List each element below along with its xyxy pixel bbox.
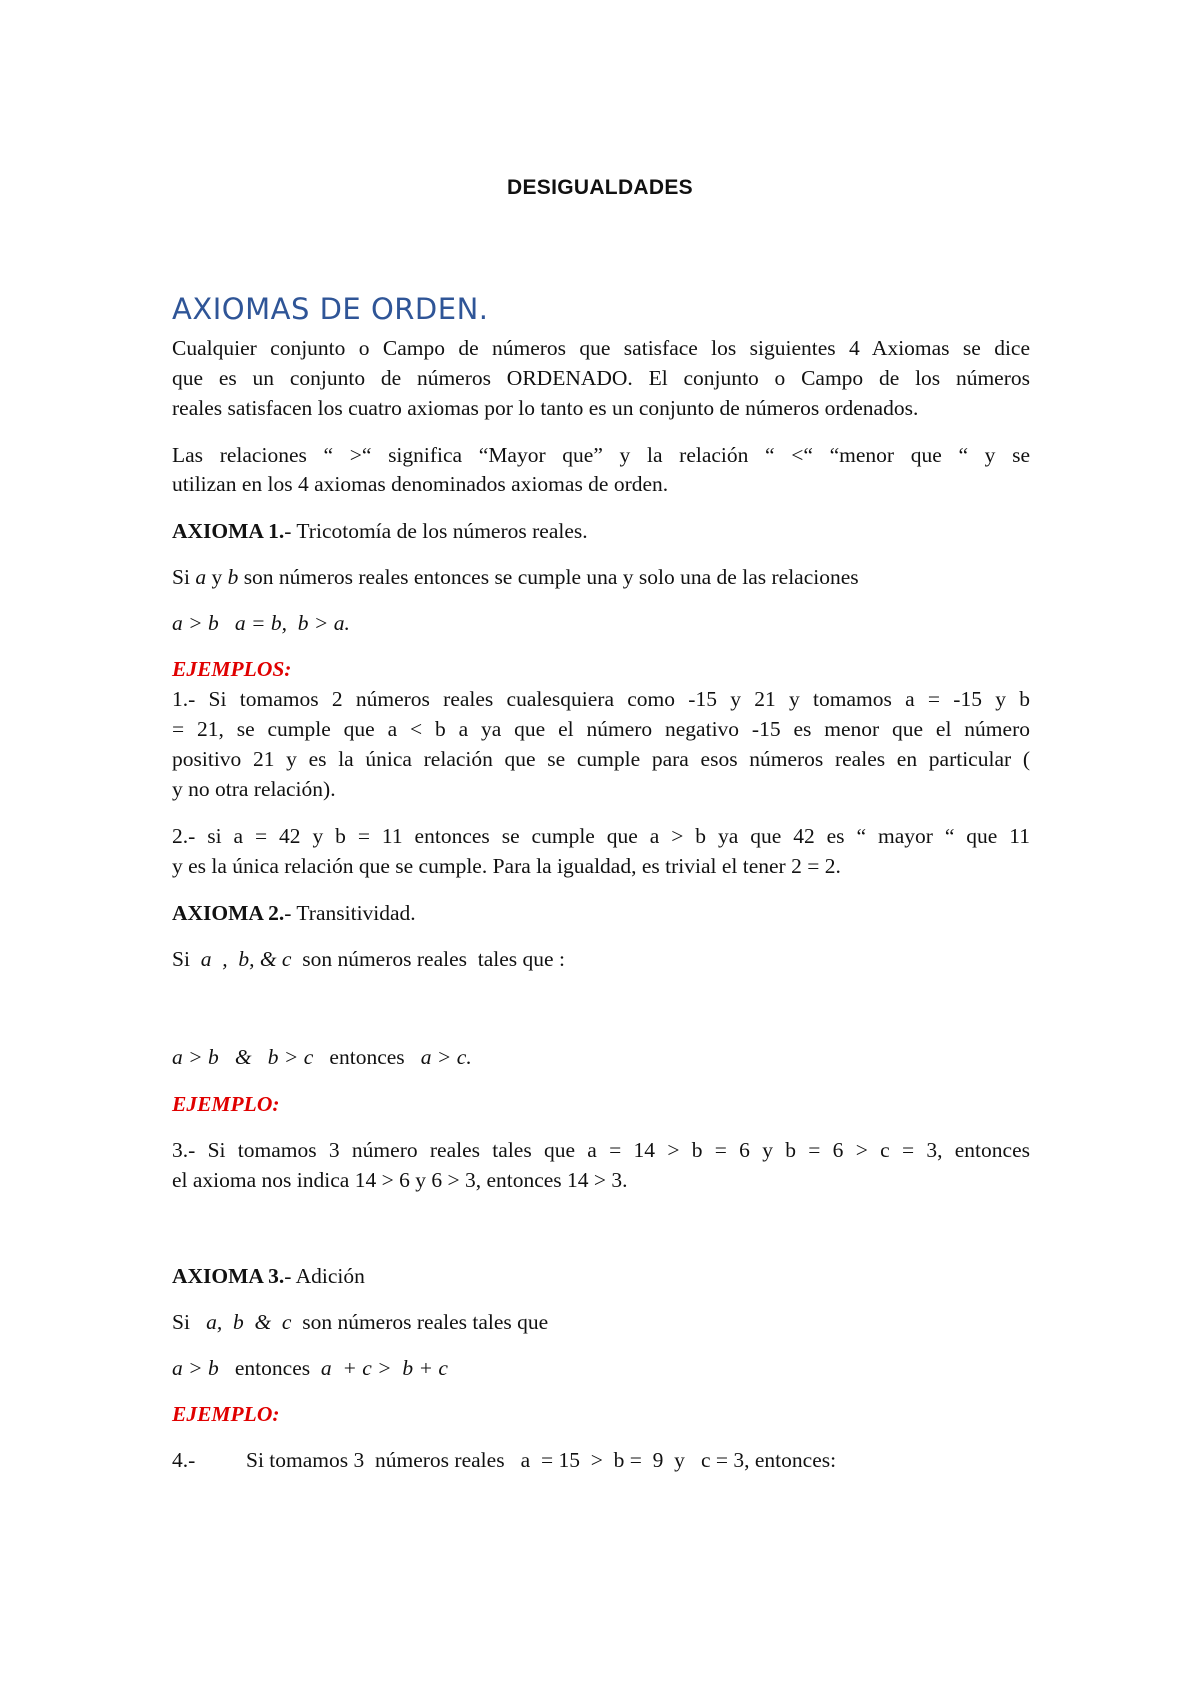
example4-line	[172, 1446, 836, 1474]
axiom2-vars: a , b, & c	[195, 947, 297, 971]
axiom2-label: AXIOMA 2.	[172, 901, 285, 925]
axiom1-statement	[172, 563, 859, 591]
examples-label: EJEMPLOS:	[172, 657, 292, 681]
axiom2-formula-result: a > c.	[420, 1045, 472, 1069]
example1-line-3: positivo 21 y es la única relación que se cumple para esos números reales en particular (	[172, 747, 1030, 771]
example2-line-1: 2.- si a = 42 y b = 11 entonces se cumple que a > b ya que 42 es “ mayor “ que 11	[172, 824, 1030, 848]
axiom3-formula-result: a + c > b + c	[320, 1356, 448, 1380]
example1-line-4: y no otra relación).	[172, 777, 336, 801]
axiom3-formula-then: entonces	[218, 1356, 321, 1380]
axiom1-text-a: Si	[172, 565, 196, 589]
example3-line-1: 3.- Si tomamos 3 número reales tales que a = 14 > b = 6 y b = 6 > c = 3, entonces	[172, 1138, 1030, 1162]
example4-text: Si tomamos 3 números reales a = 15 > b = 9 y c = 3, entonces:	[246, 1448, 837, 1472]
section-heading: AXIOMAS DE ORDEN.	[172, 292, 489, 326]
axiom3-title	[172, 1262, 365, 1290]
example1-line-1: 1.- Si tomamos 2 números reales cualesquiera como -15 y 21 y tomamos a = -15 y b	[172, 687, 1030, 711]
example1-line-2: = 21, se cumple que a < b a ya que el número negativo -15 es menor que el número	[172, 717, 1030, 741]
axiom2-title	[172, 899, 416, 927]
axiom2-text-b: son números reales tales que :	[296, 947, 565, 971]
axiom1-title	[172, 517, 588, 545]
example2-line-2: y es la única relación que se cumple. Para la igualdad, es trivial el tener 2 = 2.	[172, 854, 841, 878]
var-a: a	[195, 565, 207, 589]
axiom3-vars: a, b & c	[200, 1310, 297, 1334]
axiom2-formula	[172, 1043, 472, 1071]
intro-line-1: Cualquier conjunto o Campo de números que satisface los siguientes 4 Axiomas se dice	[172, 336, 1030, 360]
intro-line-2: que es un conjunto de números ORDENADO. El conjunto o Campo de los números	[172, 366, 1030, 390]
page-title: DESIGUALDADES	[507, 176, 693, 199]
axiom1-text-b: y	[206, 565, 228, 589]
relations-line-1: Las relaciones “ >“ significa “Mayor que” y la relación “ <“ “menor que “ y se	[172, 443, 1030, 467]
axiom3-name: - Adición	[284, 1264, 365, 1288]
var-b: b	[227, 565, 239, 589]
axiom3-label: AXIOMA 3.	[172, 1264, 285, 1288]
axiom1-name: - Tricotomía de los números reales.	[284, 519, 588, 543]
axiom2-statement	[172, 945, 565, 973]
axiom2-text-a: Si	[172, 947, 196, 971]
axiom2-formula-premise: a > b & b > c	[172, 1045, 314, 1069]
example4-number: 4.-	[172, 1448, 196, 1472]
axiom1-formula: a > b a = b, b > a.	[172, 611, 350, 635]
intro-line-3: reales satisfacen los cuatro axiomas por lo tanto es un conjunto de números ordenados.	[172, 396, 919, 420]
axiom3-formula-premise: a > b	[172, 1356, 219, 1380]
axiom2-formula-then: entonces	[313, 1045, 421, 1069]
axiom3-text-b: son números reales tales que	[296, 1310, 549, 1334]
example-label-2: EJEMPLO:	[172, 1402, 280, 1426]
axiom1-label: AXIOMA 1.	[172, 519, 285, 543]
axiom3-statement	[172, 1308, 548, 1336]
axiom3-formula	[172, 1354, 448, 1382]
example-label-1: EJEMPLO:	[172, 1092, 280, 1116]
example3-line-2: el axioma nos indica 14 > 6 y 6 > 3, entonces 14 > 3.	[172, 1168, 628, 1192]
axiom2-name: - Transitividad.	[284, 901, 416, 925]
relations-line-2: utilizan en los 4 axiomas denominados axiomas de orden.	[172, 472, 669, 496]
axiom1-text-c: son números reales entonces se cumple una y solo una de las relaciones	[238, 565, 859, 589]
axiom3-text-a: Si	[172, 1310, 201, 1334]
